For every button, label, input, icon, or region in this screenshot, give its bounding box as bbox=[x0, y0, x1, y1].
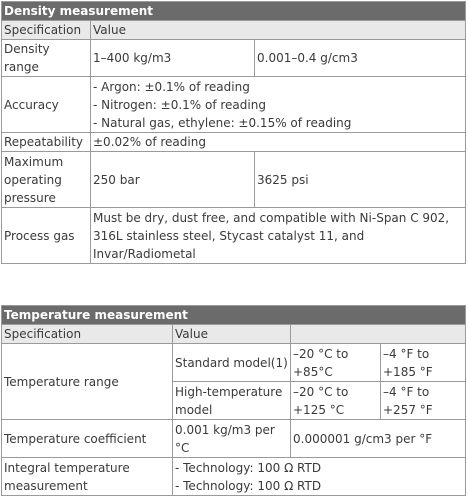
temperature-header-specification: Specification bbox=[2, 325, 173, 344]
standard-model-fahrenheit: –4 °F to +185 °F bbox=[381, 344, 466, 382]
integral-technology-1: - Technology: 100 Ω RTD bbox=[175, 460, 322, 475]
density-table bbox=[1, 1, 466, 264]
process-gas-label: Process gas bbox=[2, 208, 91, 264]
temperature-header-blank bbox=[291, 325, 466, 344]
temperature-coefficient-label: Temperature coefficient bbox=[2, 420, 173, 458]
temperature-coefficient-kgm3: 0.001 kg/m3 per °C bbox=[173, 420, 291, 458]
high-temp-model-celsius: –20 °C to +125 °C bbox=[291, 382, 381, 420]
standard-model-label: Standard model(1) bbox=[173, 344, 291, 382]
integral-temperature-value bbox=[173, 458, 466, 496]
repeatability-value: ±0.02% of reading bbox=[91, 133, 466, 152]
process-gas-value: Must be dry, dust free, and compatible with Ni-Span C 902, 316L stainless steel, Stycast catalyst 11, and Invar/Radiometal bbox=[91, 208, 466, 264]
high-temp-model-fahrenheit: –4 °F to +257 °F bbox=[381, 382, 466, 420]
temperature-header-value: Value bbox=[173, 325, 291, 344]
accuracy-label: Accuracy bbox=[2, 77, 91, 133]
density-range-gcm3: 0.001–0.4 g/cm3 bbox=[255, 40, 466, 77]
density-header-specification: Specification bbox=[2, 21, 91, 40]
temperature-coefficient-gcm3: 0.000001 g/cm3 per °F bbox=[291, 420, 466, 458]
standard-model-celsius: –20 °C to +85°C bbox=[291, 344, 381, 382]
high-temp-model-label: High-temperature model bbox=[173, 382, 291, 420]
integral-temperature-label: Integral temperature measurement bbox=[2, 458, 173, 496]
pressure-psi: 3625 psi bbox=[255, 152, 466, 208]
temperature-table-title: Temperature measurement bbox=[2, 306, 466, 325]
density-range-label: Density range bbox=[2, 40, 91, 77]
density-table-title: Density measurement bbox=[2, 2, 466, 21]
accuracy-argon: - Argon: ±0.1% of reading bbox=[93, 79, 250, 94]
integral-technology-2: - Technology: 100 Ω RTD bbox=[175, 478, 322, 493]
repeatability-label: Repeatability bbox=[2, 133, 91, 152]
pressure-bar: 250 bar bbox=[91, 152, 255, 208]
accuracy-natural-gas: - Natural gas, ethylene: ±0.15% of reading bbox=[93, 115, 352, 130]
temperature-range-label: Temperature range bbox=[2, 344, 173, 420]
pressure-label: Maximum operating pressure bbox=[2, 152, 91, 208]
density-header-value: Value bbox=[91, 21, 466, 40]
accuracy-value bbox=[91, 77, 466, 133]
temperature-table bbox=[1, 305, 466, 496]
accuracy-nitrogen: - Nitrogen: ±0.1% of reading bbox=[93, 97, 266, 112]
density-range-kgm3: 1–400 kg/m3 bbox=[91, 40, 255, 77]
